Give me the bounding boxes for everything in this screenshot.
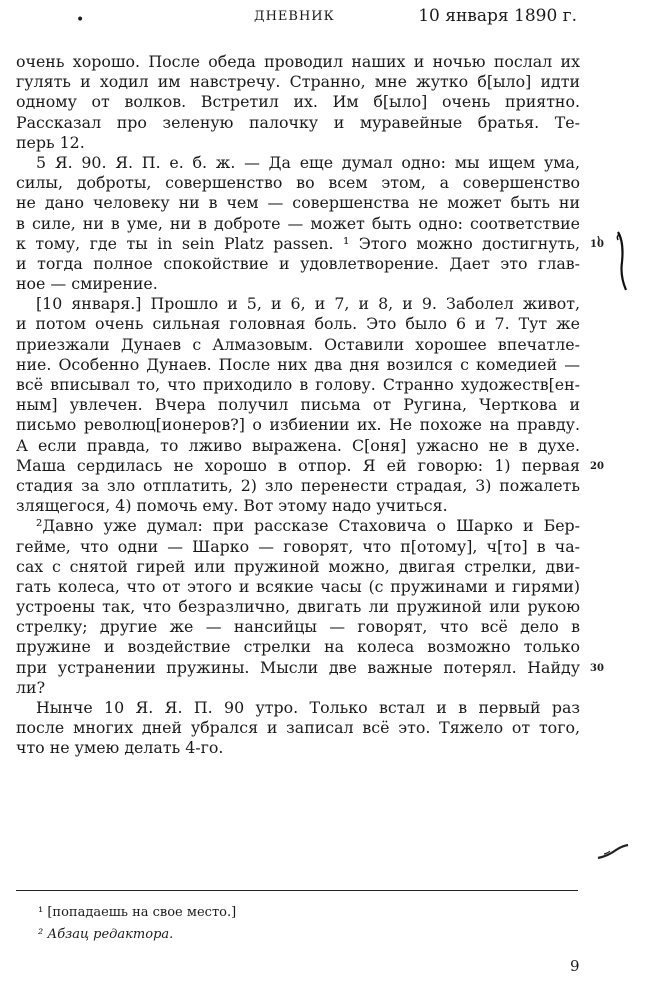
margin-mark: [594, 228, 634, 298]
text-line: приезжали Дунаев с Алмазовым. Оставили хорошее впечатле-: [16, 334, 580, 354]
text-line: что не умею делать 4-го.: [16, 738, 224, 758]
margin-line-number: 30: [590, 663, 604, 674]
text-line: и потом очень сильная головная боль. Это было 6 и 7. Тут же: [16, 314, 580, 334]
text-line: Маша сердилась не хорошо в отпор. Я ей говорю: 1) первая: [16, 455, 580, 475]
text-line: гать колеса, что от этого и всякие часы (с пружинами и гирями): [16, 576, 580, 596]
footnote-2: ² Абзац редактора.: [38, 927, 174, 942]
text-line: очень хорошо. После обеда проводил наших и ночью послал их: [16, 52, 580, 71]
text-line: в силе, ни в уме, ни в доброте — может быть одно: соответствие: [16, 213, 580, 233]
header-mark: •: [76, 12, 85, 28]
footnote-separator: [16, 890, 578, 891]
text-line: стадия за зло отплатить, 2) зло перенести страдая, 3) пожалеть: [16, 475, 580, 495]
running-title: ДНЕВНИК: [254, 9, 335, 24]
text-line: 5 Я. 90. Я. П. е. б. ж. — Да еще думал одно: мы ищем ума,: [36, 152, 580, 172]
text-line: сах с снятой гирей или пружиной можно, двигая стрелки, дви-: [16, 556, 580, 576]
text-line: всё вписывал то, что приходило в голову. Странно художеств[ен-: [16, 375, 580, 394]
text-line: Рассказал про зеленую палочку и муравейные братья. Те-: [16, 112, 580, 132]
text-line: при устранении пружины. Мысли две важные потерял. Найду: [16, 657, 580, 677]
text-line: ли?: [16, 677, 46, 697]
margin-line-number: 20: [590, 461, 604, 472]
text-line: [10 января.] Прошло и 5, и 6, и 7, и 8, и 9. Заболел живот,: [36, 294, 580, 314]
text-line: одному от волков. Встретил их. Им б[ыло] очень приятно.: [16, 92, 580, 112]
text-line: пружине и воздействие стрелки на колеса возможно только: [16, 637, 580, 657]
text-line: гейме, что одни — Шарко — говорят, что п[отому], ч[то] в ча-: [16, 536, 580, 556]
text-line: ное — смирение.: [16, 274, 158, 294]
text-line: силы, доброты, совершенство во всем этом, а совершенство: [16, 173, 580, 193]
text-line: и тогда полное спокойствие и удовлетворение. Дает это глав-: [16, 253, 580, 273]
footnote-1: ¹ [попадаешь на свое место.]: [38, 905, 237, 920]
text-line: злящегося, 4) помочь ему. Вот этому надо учиться.: [16, 496, 448, 516]
text-line: ным] увлечен. Вчера получил письма от Ругина, Черткова и: [16, 395, 580, 415]
page-number: 9: [570, 957, 580, 975]
text-line: стрелку; другие же — нансийцы — говорят, что всё дело в: [16, 617, 580, 637]
text-line: не дано человеку ни в чем — совершенства не может быть ни: [16, 193, 580, 213]
text-line: после многих дней убрался и записал всё это. Тяжело от того,: [16, 718, 580, 738]
text-line: ние. Особенно Дунаев. После них два дня возился с комедией —: [16, 354, 580, 374]
text-line: к тому, где ты in sein Platz passen. ¹ Этого можно достигнуть,: [16, 233, 580, 253]
text-line: ²Давно уже думал: при рассказе Стаховича о Шарко и Бер-: [36, 516, 580, 536]
text-line: А если правда, то лживо выражена. С[оня] ужасно не в духе.: [16, 435, 580, 455]
running-date: 10 января 1890 г.: [418, 6, 577, 26]
text-line: устроены так, что безразлично, двигать ли пружиной или рукою: [16, 597, 580, 617]
text-line: письмо революц[ионеров?] о избиении их. Не похоже на правду.: [16, 415, 580, 435]
text-line: Нынче 10 Я. Я. П. 90 утро. Только встал и в первый раз: [36, 698, 580, 717]
text-line: перь 12.: [16, 132, 85, 152]
margin-mark: [596, 842, 630, 864]
body-text: [16, 52, 580, 759]
text-line: гулять и ходил им навстречу. Странно, мне жутко б[ыло] идти: [16, 72, 580, 92]
margin-line-number: 10: [590, 238, 604, 250]
